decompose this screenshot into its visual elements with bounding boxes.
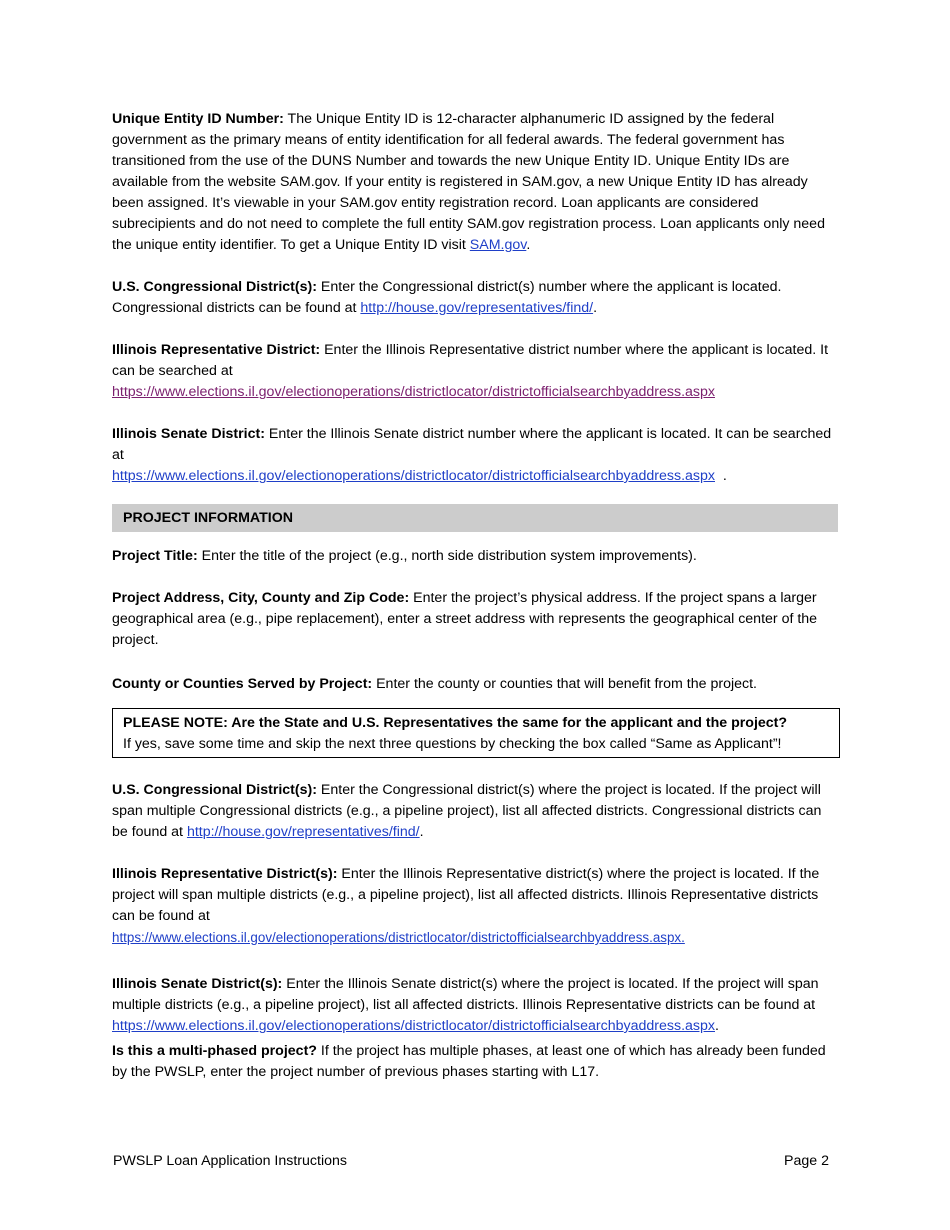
sam-gov-link[interactable]: SAM.gov	[469, 237, 527, 253]
project-counties-text: Enter the county or counties that will benefit from the project.	[372, 676, 757, 692]
project-title-term: Project Title:	[112, 548, 198, 564]
please-note-body: If yes, save some time and skip the next three questions by checking the box called “Same as Applicant”!	[123, 736, 782, 752]
project-information-header: PROJECT INFORMATION	[112, 504, 838, 532]
uei-period: .	[526, 237, 531, 253]
project-il-rep-term: Illinois Representative District(s):	[112, 866, 338, 882]
project-address-text: Enter the project’s physical address. If the project spans a larger geographical area (e.g., pipe replacement), enter a street address with represents the geographical center of the project.	[112, 590, 818, 648]
project-counties-term: County or Counties Served by Project:	[112, 676, 373, 692]
il-rep-locator-link[interactable]: https://www.elections.il.gov/electionoperations/districtlocator/districtofficialsearchbyaddress.aspx	[112, 384, 715, 400]
project-il-senate-locator-link[interactable]: https://www.elections.il.gov/electionoperations/districtlocator/districtofficialsearchbyaddress.aspx	[112, 1018, 715, 1034]
uei-paragraph	[112, 109, 832, 256]
project-il-senate-paragraph	[112, 974, 832, 1037]
multiphase-text: If the project has multiple phases, at least one of which has already been funded by the PWSLP, enter the project number of previous phases starting with L17.	[112, 1043, 826, 1080]
multiphase-term: Is this a multi-phased project?	[112, 1043, 317, 1059]
project-il-rep-text: Enter the Illinois Representative district(s) where the project is located. If the project will span multiple districts (e.g., a pipeline project), list all affected districts. Illinois Representative districts can be found at	[112, 866, 820, 924]
applicant-il-senate-paragraph	[112, 424, 832, 487]
footer-page-number: Page 2	[784, 1153, 829, 1169]
project-congressional-term: U.S. Congressional District(s):	[112, 782, 317, 798]
page-footer	[113, 1153, 829, 1169]
applicant-congressional-term: U.S. Congressional District(s):	[112, 279, 317, 295]
project-counties-paragraph	[112, 674, 832, 695]
applicant-il-rep-term: Illinois Representative District:	[112, 342, 321, 358]
applicant-il-senate-period: .	[715, 468, 727, 484]
applicant-il-rep-text: Enter the Illinois Representative district number where the applicant is located. It can be searched at	[112, 342, 829, 379]
uei-text: The Unique Entity ID is 12-character alphanumeric ID assigned by the federal government as the primary means of entity identification for all federal awards. The federal government has transitioned from the use of the DUNS Number and towards the new Unique Entity ID. Unique Entity IDs are available from the website SAM.gov. If your entity is registered in SAM.gov, a new Unique Entity ID has already been assigned. It’s viewable in your SAM.gov entity registration record. Loan applicants are considered subrecipients and do not need to complete the full entity SAM.gov registration process. Loan applicants only need the unique entity identifier. To get a Unique Entity ID visit	[112, 111, 825, 253]
project-house-gov-link[interactable]: http://house.gov/representatives/find/	[186, 824, 420, 840]
multiphase-paragraph	[112, 1041, 832, 1083]
project-address-term: Project Address, City, County and Zip Code:	[112, 590, 410, 606]
project-address-paragraph	[112, 588, 832, 651]
project-il-senate-text: Enter the Illinois Senate district(s) where the project is located. If the project will span multiple districts (e.g., a pipeline project), list all affected districts. Illinois Representative districts can be found at	[112, 976, 819, 1013]
please-note-box	[112, 708, 840, 758]
project-il-senate-period: .	[715, 1018, 719, 1034]
project-congressional-paragraph	[112, 780, 832, 843]
project-il-rep-locator-link[interactable]: https://www.elections.il.gov/electionoperations/districtlocator/districtofficialsearchbyaddress.aspx.	[112, 930, 685, 945]
applicant-congressional-text: Enter the Congressional district(s) number where the applicant is located. Congressional districts can be found at	[112, 279, 782, 316]
document-body	[112, 109, 832, 1104]
applicant-congressional-period: .	[593, 300, 598, 316]
applicant-il-senate-term: Illinois Senate District:	[112, 426, 265, 442]
please-note-heading: PLEASE NOTE: Are the State and U.S. Representatives the same for the applicant and the project?	[123, 715, 788, 731]
project-title-text: Enter the title of the project (e.g., north side distribution system improvements).	[197, 548, 697, 564]
project-congressional-period: .	[419, 824, 424, 840]
applicant-il-rep-paragraph	[112, 340, 832, 403]
uei-term: Unique Entity ID Number:	[112, 111, 284, 127]
project-congressional-text: Enter the Congressional district(s) where the project is located. If the project will span multiple Congressional districts (e.g., a pipeline project), list all affected districts. Congressional districts can be found at	[112, 782, 822, 840]
project-title-paragraph	[112, 546, 832, 567]
project-il-senate-term: Illinois Senate District(s):	[112, 976, 283, 992]
project-il-rep-paragraph	[112, 864, 832, 948]
applicant-congressional-paragraph	[112, 277, 832, 319]
footer-document-title: PWSLP Loan Application Instructions	[113, 1153, 347, 1169]
house-gov-link[interactable]: http://house.gov/representatives/find/	[360, 300, 594, 316]
il-senate-locator-link[interactable]: https://www.elections.il.gov/electionoperations/districtlocator/districtofficialsearchbyaddress.aspx	[112, 468, 715, 484]
applicant-il-senate-text: Enter the Illinois Senate district number where the applicant is located. It can be searched at	[112, 426, 832, 463]
